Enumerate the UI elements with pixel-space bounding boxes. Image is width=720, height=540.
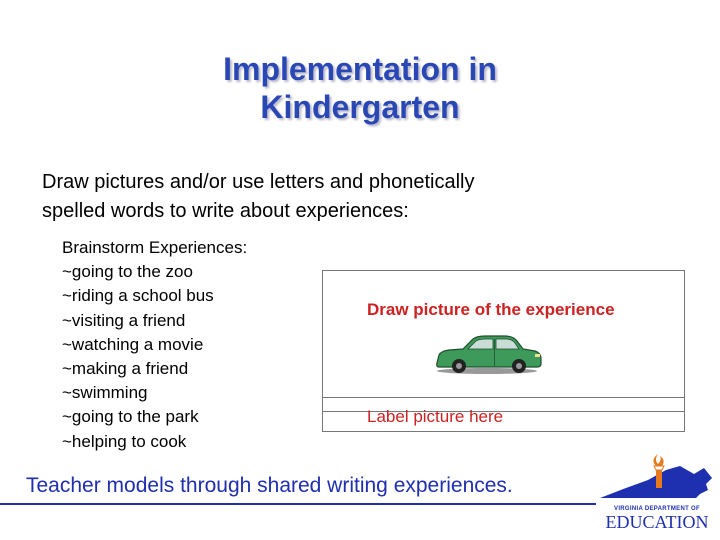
list-item: ~watching a movie bbox=[62, 334, 204, 354]
footer-text: Teacher models through shared writing experiences. bbox=[26, 474, 513, 497]
drawing-template-box bbox=[322, 270, 685, 432]
footer-rule bbox=[0, 503, 596, 505]
list-item: ~going to the park bbox=[62, 407, 199, 427]
intro-text bbox=[42, 168, 682, 226]
logo-line-1: VIRGINIA DEPARTMENT OF bbox=[614, 506, 700, 512]
intro-line-2: spelled words to write about experiences: bbox=[42, 200, 409, 222]
list-item: ~visiting a friend bbox=[62, 310, 186, 330]
list-item: ~swimming bbox=[62, 383, 148, 403]
list-item: ~helping to cook bbox=[62, 431, 187, 451]
car-icon bbox=[431, 333, 543, 377]
list-item: ~making a friend bbox=[62, 359, 189, 379]
list-item: ~riding a school bus bbox=[62, 286, 214, 306]
list-item: ~going to the zoo bbox=[62, 262, 193, 282]
brainstorm-heading: Brainstorm Experiences: bbox=[62, 238, 248, 257]
label-divider-line bbox=[323, 397, 684, 398]
logo-line-2: EDUCATION bbox=[605, 512, 709, 532]
intro-line-1: Draw pictures and/or use letters and phonetically bbox=[42, 171, 475, 193]
brainstorm-list bbox=[62, 236, 312, 454]
box-bottom-label: Label picture here bbox=[367, 407, 504, 426]
title-line-2: Kindergarten bbox=[260, 89, 460, 125]
title-line-1: Implementation in bbox=[223, 51, 497, 87]
slide-title bbox=[0, 50, 720, 126]
box-top-label: Draw picture of the experience bbox=[367, 300, 615, 319]
